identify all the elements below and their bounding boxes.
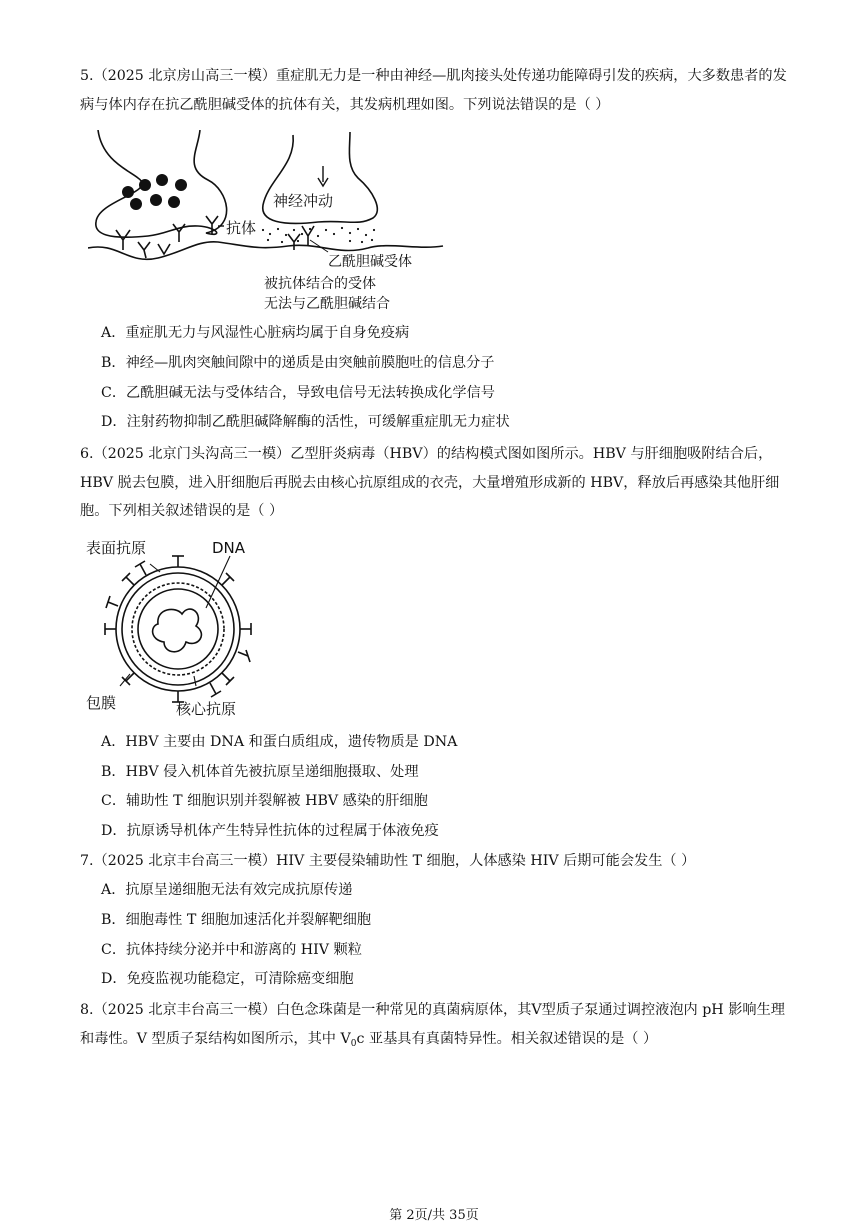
vesicle: [130, 198, 142, 210]
question-8-stem: [80, 996, 795, 1058]
label-nerve-impulse: 神经冲动: [273, 192, 334, 210]
q5-option-a: A．重症肌无力与风湿性心脏病均属于自身免疫病: [101, 325, 410, 341]
core-inner: [138, 589, 218, 669]
vesicle: [156, 174, 168, 186]
q7-option-b: B．细胞毒性 T 细胞加速活化并裂解靶细胞: [101, 912, 372, 928]
label-caption-2: 无法与乙酰胆碱结合: [264, 296, 390, 312]
dna-strand: [153, 609, 202, 652]
vesicle: [150, 194, 162, 206]
q7-option-a: A．抗原呈递细胞无法有效完成抗原传递: [101, 882, 353, 898]
surface-antigen-spikes: [105, 556, 251, 702]
q6-option-d: D．抗原诱导机体产生特异性抗体的过程属于体液免疫: [101, 823, 439, 839]
question-6-stem: 6.（2025 北京门头沟高三一模）乙型肝炎病毒（HBV）的结构模式图如图所示。HBV 与肝细胞吸附结合后，HBV 脱去包膜，进入肝细胞后再脱去由核心抗原组成的衣壳，大量增殖形成新的 HBV，释放后再感染其他肝细胞。下列相关叙述错误的是（ ）: [80, 446, 780, 519]
q8-stem-subscript: 0: [350, 1038, 357, 1049]
q7-option-c: C．抗体持续分泌并中和游离的 HIV 颗粒: [101, 942, 362, 958]
q5-option-b: B．神经—肌肉突触间隙中的递质是由突触前膜胞吐的信息分子: [101, 355, 495, 371]
label-core-antigen: 核心抗原: [176, 700, 237, 718]
label-surface-antigen: 表面抗原: [86, 539, 147, 557]
vesicle: [168, 196, 180, 208]
q6-option-c: C．辅助性 T 细胞识别并裂解被 HBV 感染的肝细胞: [101, 793, 428, 809]
q8-stem-part1: 8.（2025 北京丰台高三一模）白色念珠菌是一种常见的真菌病原体，其V型质子泵通过调控液泡内 pH 影响生理和毒性。V 型质子泵结构如图所示，其中 V: [80, 1002, 785, 1047]
label-dna: DNA: [212, 539, 246, 557]
core-capsid: [132, 583, 224, 675]
label-caption-1: 被抗体结合的受体: [264, 276, 376, 292]
vesicle: [175, 179, 187, 191]
label-antibody: 抗体: [226, 219, 257, 237]
question-5-stem: 5.（2025 北京房山高三一模）重症肌无力是一种由神经—肌肉接头处传递功能障碍引发的疾病，大多数患者的发病与体内存在抗乙酰胆碱受体的抗体有关，其发病机理如图。下列说法错误的是（ ）: [80, 68, 787, 113]
vesicle: [139, 179, 151, 191]
q5-option-d: D．注射药物抑制乙酰胆碱降解酶的活性，可缓解重症肌无力症状: [101, 414, 510, 430]
q6-option-a: A．HBV 主要由 DNA 和蛋白质组成，遗传物质是 DNA: [101, 734, 458, 750]
label-envelope: 包膜: [86, 694, 117, 712]
q5-neuromuscular-figure: [88, 130, 448, 315]
q7-option-d: D．免疫监视功能稳定，可清除癌变细胞: [101, 971, 354, 987]
q5-option-c: C．乙酰胆碱无法与受体结合，导致电信号无法转换成化学信号: [101, 385, 495, 401]
page-footer: 第 2页/共 35页: [389, 1208, 479, 1223]
q8-stem-part2: c 亚基具有真菌特异性。相关叙述错误的是（ ）: [356, 1030, 658, 1047]
envelope-outer: [116, 567, 240, 691]
vesicle: [122, 186, 134, 198]
acetylcholine-dots: [262, 227, 375, 243]
label-ach-receptor: 乙酰胆碱受体: [328, 254, 412, 270]
q6-hbv-figure: [86, 536, 286, 721]
question-7-stem: 7.（2025 北京丰台高三一模）HIV 主要侵染辅助性 T 细胞，人体感染 HIV 后期可能会发生（ ）: [80, 853, 696, 869]
q6-option-b: B．HBV 侵入机体首先被抗原呈递细胞摄取、处理: [101, 764, 419, 780]
